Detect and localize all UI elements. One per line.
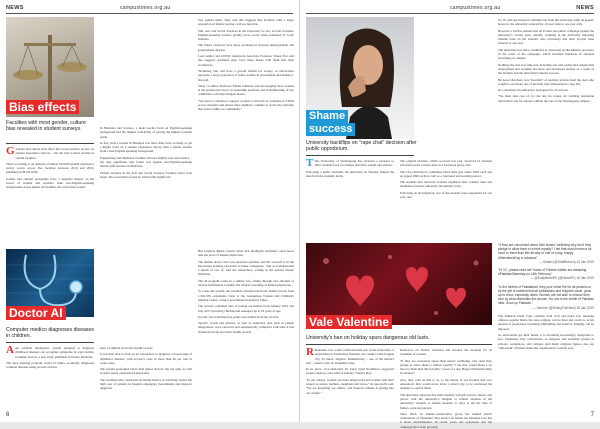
doctor-col2-p4: The scientists who created the AI model believe it could help reduce the high cost of patients in hospital emergency departments and improve diagnosis. bbox=[100, 377, 192, 391]
bias-column-2 bbox=[100, 126, 192, 242]
valentine-col2-p2: "If they are concerned about their sisters' wellbeing, why don't they pledge to allow them to inherit equally? I bet that would mean a lot more to them than this frivolity." tweet of a day. Happy #Valentine'sDay in advance! bbox=[400, 358, 493, 376]
dropcap: T bbox=[306, 157, 314, 169]
bias-col3-p7: "We need to continue to support women at all levels of academia to STEM across Australia and ensure these numbers continue to create the partiality that exists within our community." bbox=[198, 98, 294, 112]
bias-col3-p6: Study co-author Professor Emma Johnston said encouraging more women at the postdoctoral level, in leadership positions and in membership of key committees will help mitigate biases. bbox=[198, 83, 294, 97]
doctor-ai-column-1 bbox=[6, 346, 94, 410]
section-label-right: NEWS bbox=[576, 5, 594, 11]
doctor-col1-p2: The deep learning program, tested in China, accurately diagnosed common diseases using records of more bbox=[6, 360, 94, 370]
bias-col2-p1: In Business and Science, a male teacher from an English-speaking background had the highest probability of getting the highest possible grade. bbox=[100, 126, 192, 139]
bias-col2-p4: Female teachers in the Arts and Social Sciences faculties fared even better. The researchers found no statistically significant bbox=[100, 170, 192, 179]
header-rule-left bbox=[6, 13, 293, 14]
bias-column-1 bbox=[6, 147, 94, 242]
page-number-right: 7 bbox=[590, 412, 594, 418]
shame-col2-p1: The original incident, which occurred last year, involved 10 students who had posted various chats in a Facebook group chat. bbox=[400, 159, 492, 168]
bias-deck: Faculties with most gender, culture bias revealed in student surveys. bbox=[6, 120, 86, 133]
doctor-ai-headline: Doctor AI bbox=[6, 306, 66, 320]
shame-col3-p3: The university has since committed to reviewing its disciplinary processes in the wake of the campaign, which included hundreds of students protesting on campus. bbox=[498, 47, 594, 61]
hearts-icon bbox=[306, 243, 492, 325]
shame-col3-p7: "We must take care of, for the last six weeks, for building Australian universities and for anyone without the care of the Wollongong campus." bbox=[498, 94, 594, 103]
header-rule-right bbox=[306, 13, 594, 14]
shame-headline-line1: Shame bbox=[306, 110, 348, 123]
dropcap: R bbox=[306, 346, 314, 358]
dropcap: A bbox=[6, 344, 14, 356]
shame-col3-p6: In a statement, the university apologised for its actions. bbox=[498, 88, 569, 93]
shame-column-1 bbox=[306, 159, 394, 237]
valentine-col1-p2: In its place, vice-chancellor Dr Zafar Iqbal Randhawa suggested people observe a new kind of holiday: 'Sister's Day'. bbox=[306, 367, 394, 376]
site-url-right: campustimes.org.au bbox=[450, 5, 501, 11]
valentine-column-2 bbox=[400, 348, 493, 429]
bias-col2-p3: Engineering and Medicine faculties showed slightly less discrepancy – the only significant bias found was against non-English-speaking female staff teachers in Medicine. bbox=[100, 155, 192, 169]
tweet-quote bbox=[498, 285, 594, 310]
tweet-quote bbox=[498, 268, 594, 281]
shame-headline-line2: success bbox=[306, 123, 355, 136]
dropcap: G bbox=[6, 145, 15, 157]
valentine-photo bbox=[306, 243, 492, 325]
bias-col2-p2: In fact, such a teacher in Business was more than twice as likely to get a higher score on a student experience survey than a female teacher from a non-English-speaking background. bbox=[100, 140, 192, 154]
site-url-left: campustimes.org.au bbox=[120, 5, 171, 11]
bias-col3-p1: bias against them. They said this suggests that faculties with a larger proportion of female teachers will see less bias. bbox=[198, 18, 294, 27]
valentine-col3-p2: As universities get their hands, it is becoming increasingly dangerous to face Valentine's Day celebrations, as religious and extremist groups in schools, workplaces, and colleges. And many religious figures also say "anti-Islam" activities make the organisation's website says. bbox=[498, 333, 594, 350]
tweet-text: "If they are concerned about their sisters' wellbeing why don't they pledge to allow them to inherit equally? I bet that would mean a lot more to them than this frivolity or half of a day. Happy #ValentinesDay in advance" bbox=[498, 243, 592, 260]
shame-deck-rule bbox=[306, 155, 414, 156]
shame-col3-p2: However a Fairfax website had on Twitter, the public campaign against the university's actions grew quickly, resulting in the university imposing lifetime bans on the students who previously had their 10-year bans reduced to one year. bbox=[498, 28, 594, 46]
shame-col3-p5: He noted that there was "heartfelt" of attempts actions from the men who sought to encounter one of the men who'd threatened to rape her. bbox=[498, 77, 594, 86]
shame-col2-p3: The students also narrowly avoided expulsion after conduct rules and mediation from the university disciplinary body. bbox=[400, 180, 492, 189]
tweet-quote bbox=[498, 243, 594, 264]
tweet-author: — Shalini (@ShalReborn) 13 Jan 2019 bbox=[538, 259, 594, 264]
doctor-col3-p3: The AI program works in a similar way, sifting through vast amounts of clinical information to mimic the clinical reasoning of human physicians. bbox=[198, 278, 294, 288]
bias-col1-p2: That's according to an analysis of almost 523,000 student experience survey scores across five faculties between 2010 and 2016, published in PLOS ONE. bbox=[6, 161, 94, 175]
shame-col3-p1: for 10, and one incurred a lifetime ban from the university. After an appeal, however, the university reduced the 10-year bans to one year only. bbox=[498, 18, 594, 27]
doctor-col1-p1: A An artificial intelligence system designed to diagnose childhood diseases can recognise symptoms in ways similar to human doctors, a new study published in Nature Medicine. bbox=[6, 344, 94, 359]
shame-deck: University backflips on "rape chat" decision after public opprobrium. bbox=[306, 140, 417, 153]
right-page bbox=[300, 0, 600, 429]
shame-column-2 bbox=[400, 159, 492, 237]
valentine-col3-p1: The Pakistan Penal Code contains both civil and penal law, meaning offences against Islam, the state religion, can be fines and convicts. A fair amount of population: including bullfighting and death by hanging, can be imposed. bbox=[498, 313, 594, 331]
doctor-col3-p6: In total, 101.6 million data points were mined from the records. bbox=[198, 314, 279, 319]
doctor-ai-deck: Computer medico diagnoses diseases in children. bbox=[6, 327, 94, 340]
bias-col3-p2: Still, Arts and Social Sciences in the University do not, in both facilities, English-speaking teachers getting lower scores when evaluated by 'local' students. bbox=[198, 28, 294, 42]
shame-column-3 bbox=[498, 18, 594, 237]
doctor-col2-p1: than 1.4 million electronic health records. bbox=[100, 346, 154, 350]
shame-col1-p2: Following a public backlash, the university on Tuesday banned the men from the students' dorm. bbox=[306, 169, 394, 178]
shame-col2-p2: The vice-chancellor's committee fined them just under $300 each and an appeal ($90 each) as well as a cautioned and warning period. bbox=[400, 169, 492, 178]
bias-col3-p3: The biases observed were more pronounced between undergraduate and postgraduate degrees. bbox=[198, 43, 294, 52]
doctor-ai-column-2 bbox=[100, 346, 192, 410]
tweet-text: "Hi VC, please read me! Same of Thirteen twitter are attracting #PakistanSisterday on 14th February." bbox=[498, 268, 587, 277]
valentine-headline: Vale Valentine bbox=[306, 315, 392, 329]
valentine-column-3 bbox=[498, 243, 594, 410]
valentine-col2-p4: The university expected that male students will gift scarves, shawls and gloves with the university's insignia to female students in the university's insignia to female students. It stays to tell the time of fathers, sons and unclear. bbox=[400, 392, 492, 410]
section-label-left: NEWS bbox=[6, 5, 24, 11]
doctor-ai-deck-rule bbox=[6, 342, 94, 343]
bias-column-3 bbox=[198, 18, 294, 242]
page-number-left: 6 bbox=[6, 412, 10, 418]
valentine-col1-p1: R Romantic love wasn't celebrated this year at the University of Agriculture in Faisalabad, Pakistan, the country's third largest city. To much, disguise, Romantically – one of the nation's best – issued a ban on Valentine's Day. bbox=[306, 346, 394, 365]
bias-col3-p4: Lead author and UNSW statistician Associate Professor Yanan Fan said this suggests graduates may carry these biases with them into their workplaces. bbox=[198, 54, 294, 67]
tweet-author: — @DailyNewsPK (@NewsPK) 15 Jan 2019 bbox=[530, 276, 594, 281]
valentine-col1-p3: "In our culture, women are more empowered and women find their respect as sisters, mothers, daughters and wives," he reportedly said. "We are forgetting our culture, and Western cultures is getting into our culture." bbox=[306, 377, 394, 395]
shame-col3-p4: Nothing else was ever imposed, including one who earlier had resigned his employment and working discourse and developed anxiety as a result of the incident and the university's inquiry process. bbox=[498, 62, 594, 76]
valentine-col2-p1: Detractors on Twitter criticised and mocked the decision for its treatment of women. bbox=[400, 348, 492, 357]
doctor-col3-p2: The human doctor who was surprised question said the research is in the knowledge learning extraction to make a diagnosis. "Just so it understands a bunch of sort of, said the researchers, writing in the journal Nature Medicine. bbox=[198, 259, 294, 277]
shame-col1-p1: T The University of Wollongong has reversed a decision to allow students back on campus after they sought rape threats. bbox=[306, 157, 394, 169]
bias-headline: Bias effects bbox=[6, 100, 79, 114]
bias-col1-p1: G Gender and culture both affect the scores teachers receive on student experience surveys – but the bias is more notable in certain faculties. bbox=[6, 145, 94, 160]
tweet-text: "In the streets of Faisalabad, they pour virtue fire for all persons or by the gift of material that all civilisations and religions value, grow up to know, especially Islam. Women are not able to choose their love by what disentitles the women. No one is the entitle of Pakistan idea. Grow up Pakistan." bbox=[498, 284, 594, 306]
bias-deck-rule bbox=[6, 143, 94, 144]
tweet-author: — Sameer (@ShahyTheNivel) 15 Jan 2019 bbox=[532, 305, 594, 310]
bias-col1-p3: Gender and cultural personality have a 'negative impact' on the scores of women and teachers from non-English-speaking backgrounds across almost all faculties, the researchers found. bbox=[6, 176, 94, 190]
shame-col2-p4: Following an investigation, two of the students were suspended for one year, and bbox=[400, 190, 492, 200]
bias-col3-p5: "Reducing bias will have a growth benefit for society, as universities represent a large proportion of future leaders in government and industry," she said. bbox=[198, 68, 294, 82]
valentine-col2-p5: Since 2016, an Islamic-conservative group has banned public celebrations of Valentine's Day and it's no harder the Moulana Law has it about discrimination. In recent years, the opposition and the campaign have been growing. bbox=[400, 411, 492, 429]
left-page bbox=[0, 0, 300, 422]
doctor-col3-p1: But sceptical Birkin experts insist that intelligent machines could never take the place of human physicians. bbox=[198, 249, 294, 258]
doctor-col3-p4: To create the system, the scientists obtained electronic health records from 1,362,559 outpatients visits to the Guangzhou Women and Children's Medical Center, a major government hospital in China. bbox=[198, 289, 294, 302]
doctor-col3-p7: Specific words and phrases, as well as numerical data such as patient temperature, were extracted and automatically compared with what it had learned from the electronic health records. bbox=[198, 321, 294, 334]
valentine-deck: University's ban on holiday spurs dangerous old lusts. bbox=[306, 335, 430, 341]
valentine-column-1 bbox=[306, 348, 394, 410]
doctor-col3-p5: The records contained data of patient encounters from January 2016 and July 2017 involving children and teenagers up to 18 years of age. bbox=[198, 304, 294, 313]
doctor-ai-column-3 bbox=[198, 249, 294, 410]
valentine-col2-p3: Also, they can't do this to us, to the nation. If our Prophet had ever announced, they would never allow a sister's day to be celebrated the students to exploit them. bbox=[400, 377, 492, 391]
doctor-col2-p3: The system performed better than junior doctors, but not quite as well as more senior experienced physicians. bbox=[100, 367, 192, 376]
valentine-deck-rule bbox=[306, 344, 492, 345]
doctor-col2-p2: It was then able to draw on its 'experience' to diagnose a broad range of childhood diseases, with accuracy rates of more than 90 per cent in some cases. bbox=[100, 352, 192, 365]
